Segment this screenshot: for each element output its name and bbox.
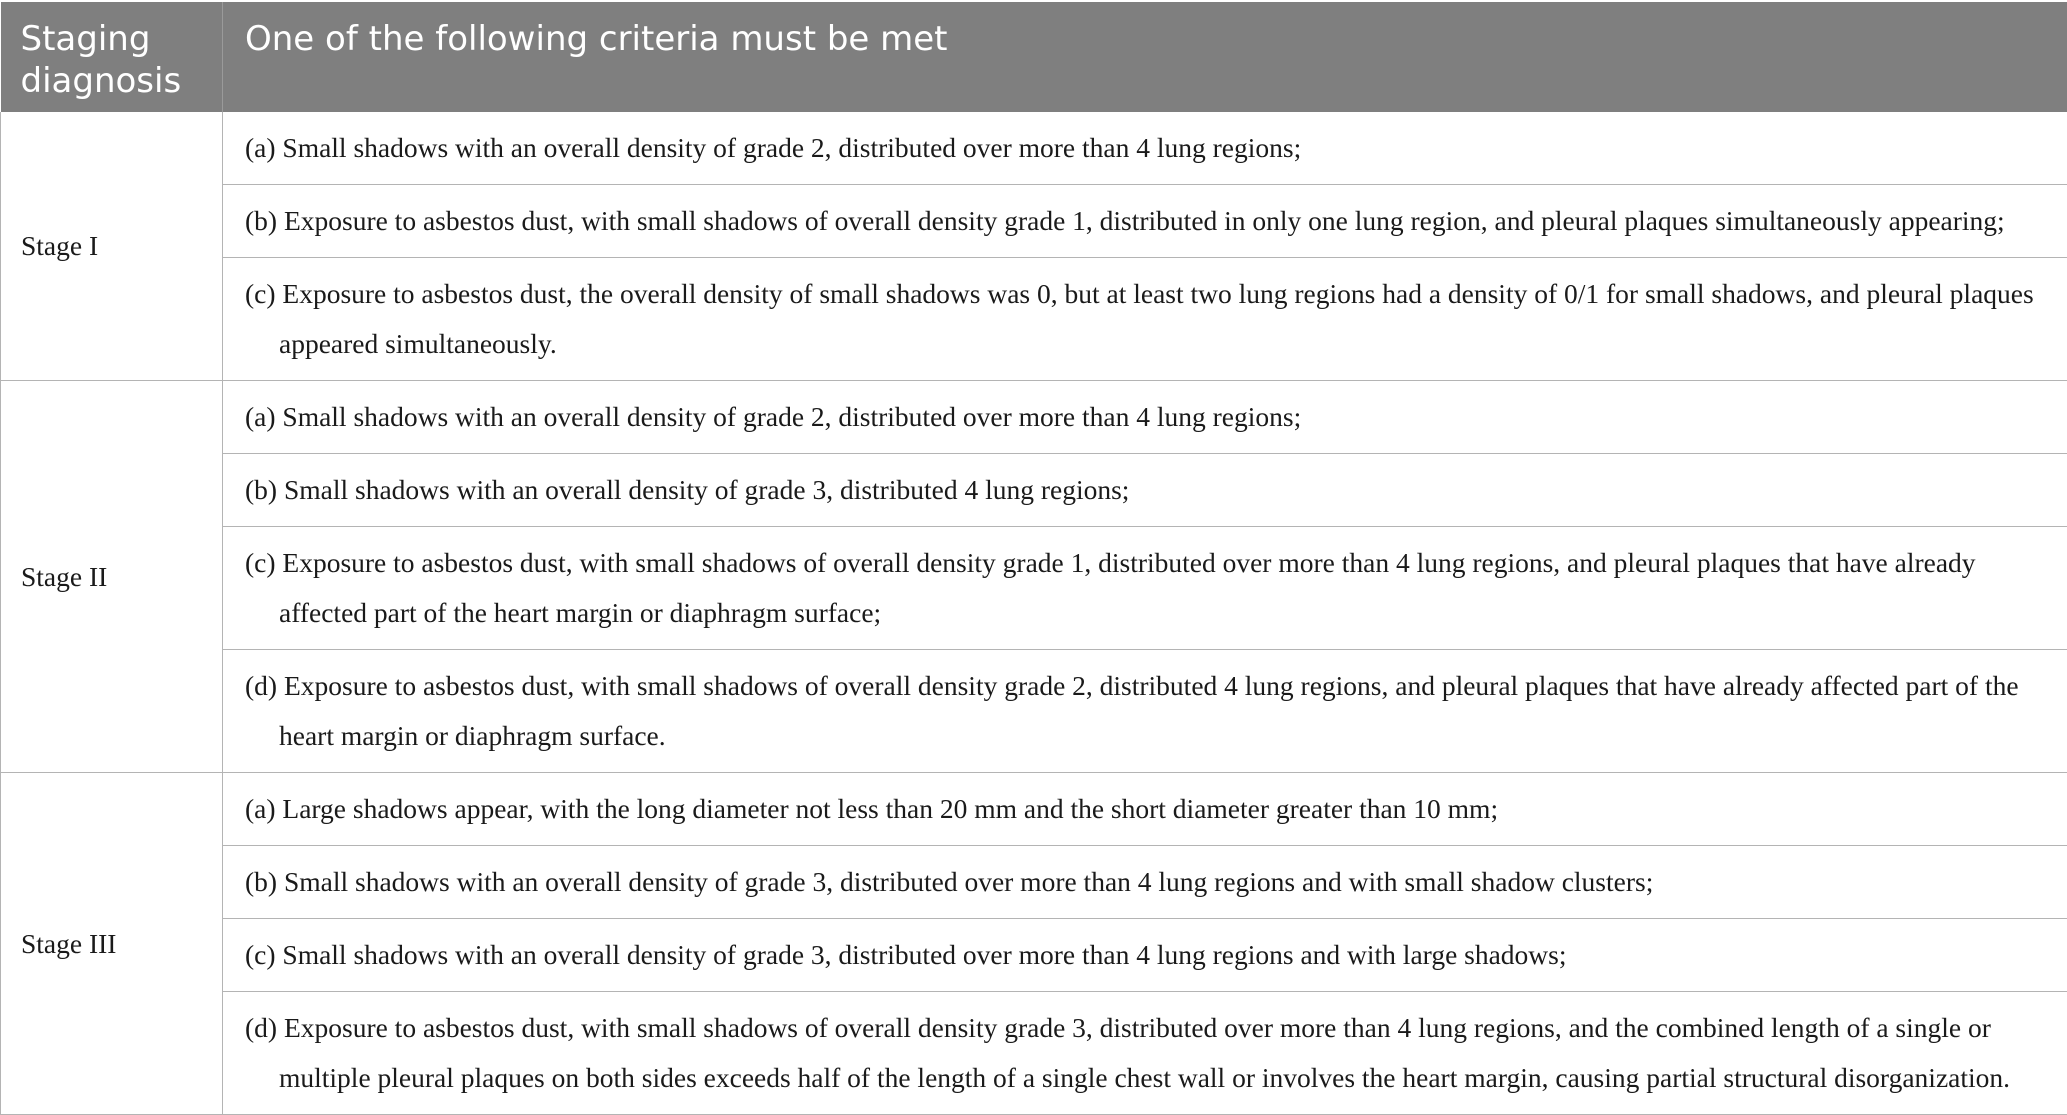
staging-criteria-table xyxy=(0,2,2067,1115)
stage-cell: Stage I xyxy=(1,112,223,381)
criterion-text: (a) Large shadows appear, with the long diameter not less than 20 mm and the short diameter greater than 10 mm; xyxy=(245,784,2048,834)
criterion-cell xyxy=(223,650,2067,773)
criterion-cell xyxy=(223,527,2067,650)
criterion-cell xyxy=(223,846,2067,919)
staging-table-container xyxy=(0,2,2067,1115)
criterion-text: (b) Small shadows with an overall density of grade 3, distributed over more than 4 lung regions and with small shadow clusters; xyxy=(245,857,2048,907)
criterion-cell xyxy=(223,112,2067,185)
criterion-cell xyxy=(223,258,2067,381)
criterion-text: (c) Small shadows with an overall density of grade 3, distributed over more than 4 lung regions and with large shadows; xyxy=(245,930,2048,980)
header-criteria: One of the following criteria must be met xyxy=(223,2,2067,112)
table-row xyxy=(1,527,2067,650)
criterion-cell xyxy=(223,992,2067,1115)
table-row xyxy=(1,992,2067,1115)
criterion-text: (c) Exposure to asbestos dust, the overall density of small shadows was 0, but at least two lung regions had a density of 0/1 for small shadows, and pleural plaques appeared simultaneously. xyxy=(245,269,2048,369)
criterion-cell xyxy=(223,381,2067,454)
criterion-text: (d) Exposure to asbestos dust, with small shadows of overall density grade 3, distributed over more than 4 lung regions, and the combined length of a single or multiple pleural plaques on both sides exceeds half of the length of a single chest wall or involves the heart margin, causing partial structural disorganization. xyxy=(245,1003,2048,1103)
criterion-text: (a) Small shadows with an overall density of grade 2, distributed over more than 4 lung regions; xyxy=(245,123,2048,173)
table-row xyxy=(1,112,2067,185)
table-row xyxy=(1,454,2067,527)
table-body xyxy=(1,112,2067,1115)
criterion-text: (b) Exposure to asbestos dust, with small shadows of overall density grade 1, distributed in only one lung region, and pleural plaques simultaneously appearing; xyxy=(245,196,2048,246)
header-row xyxy=(1,2,2067,112)
criterion-text: (a) Small shadows with an overall density of grade 2, distributed over more than 4 lung regions; xyxy=(245,392,2048,442)
table-row xyxy=(1,919,2067,992)
stage-cell: Stage III xyxy=(1,773,223,1115)
table-row xyxy=(1,773,2067,846)
table-row xyxy=(1,185,2067,258)
criterion-text: (d) Exposure to asbestos dust, with small shadows of overall density grade 2, distributed 4 lung regions, and pleural plaques that have already affected part of the heart margin or diaphragm surface. xyxy=(245,661,2048,761)
criterion-cell xyxy=(223,919,2067,992)
table-row xyxy=(1,650,2067,773)
table-row xyxy=(1,258,2067,381)
header-staging-diagnosis: Staging diagnosis xyxy=(1,2,223,112)
criterion-cell xyxy=(223,454,2067,527)
criterion-text: (c) Exposure to asbestos dust, with small shadows of overall density grade 1, distributed over more than 4 lung regions, and pleural plaques that have already affected part of the heart margin or diaphragm surface; xyxy=(245,538,2048,638)
table-row xyxy=(1,846,2067,919)
table-row xyxy=(1,381,2067,454)
criterion-text: (b) Small shadows with an overall density of grade 3, distributed 4 lung regions; xyxy=(245,465,2048,515)
stage-cell: Stage II xyxy=(1,381,223,773)
criterion-cell xyxy=(223,773,2067,846)
table-header xyxy=(1,2,2067,112)
criterion-cell xyxy=(223,185,2067,258)
